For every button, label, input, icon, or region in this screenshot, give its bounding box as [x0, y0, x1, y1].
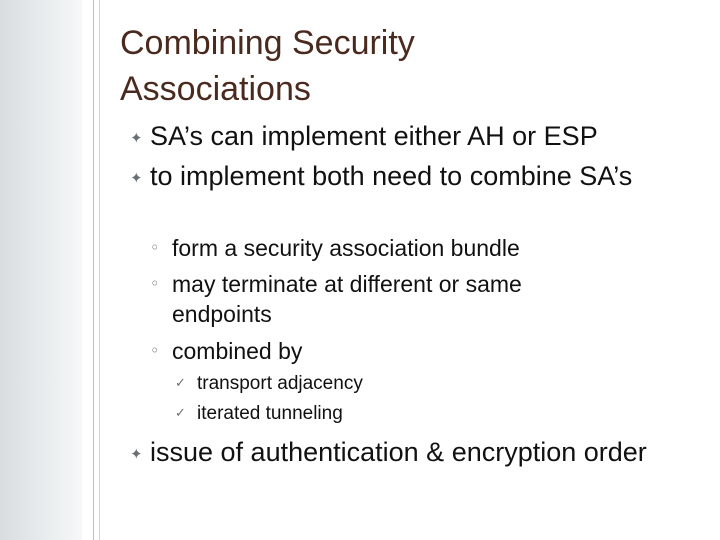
- bullet-level-3: [175, 370, 695, 398]
- bullet-text: combined by: [172, 338, 303, 364]
- slide-divider-line: [93, 0, 94, 540]
- bullet-text: transport adjacency: [197, 373, 363, 394]
- bullet-marker-icon: ◦: [150, 238, 160, 257]
- bullet-text: iterated tunneling: [197, 403, 343, 424]
- checkmark-icon: ✓: [175, 406, 186, 421]
- bullet-text: issue of authentication & encryption order: [150, 437, 647, 467]
- bullet-level-1: [130, 434, 720, 470]
- bullet-level-3: [175, 400, 695, 428]
- bullet-level-1: [130, 158, 720, 194]
- bullet-marker-icon: ◦: [150, 274, 160, 293]
- bullet-text: form a security association bundle: [172, 235, 520, 261]
- bullet-level-2: [150, 233, 710, 263]
- slide-divider-line-inner: [99, 0, 100, 540]
- bullet-text: SA’s can implement either AH or ESP: [150, 121, 598, 151]
- bullet-level-2: [150, 269, 710, 329]
- bullet-level-2: [150, 336, 710, 366]
- bullet-marker-icon: ✦: [130, 169, 143, 187]
- slide-left-rail: [0, 0, 82, 540]
- bullet-marker-icon: ✦: [130, 129, 143, 147]
- bullet-marker-icon: ◦: [150, 341, 160, 360]
- slide-title-line-1: Combining Security: [120, 24, 415, 62]
- bullet-level-1: [130, 118, 720, 154]
- bullet-text: may terminate at different or same endpoints: [172, 271, 522, 327]
- slide-title-line-2: Associations: [120, 70, 311, 108]
- checkmark-icon: ✓: [175, 376, 186, 391]
- slide-title: [120, 20, 415, 112]
- bullet-marker-icon: ✦: [130, 445, 143, 463]
- bullet-text: to implement both need to combine SA’s: [150, 161, 633, 191]
